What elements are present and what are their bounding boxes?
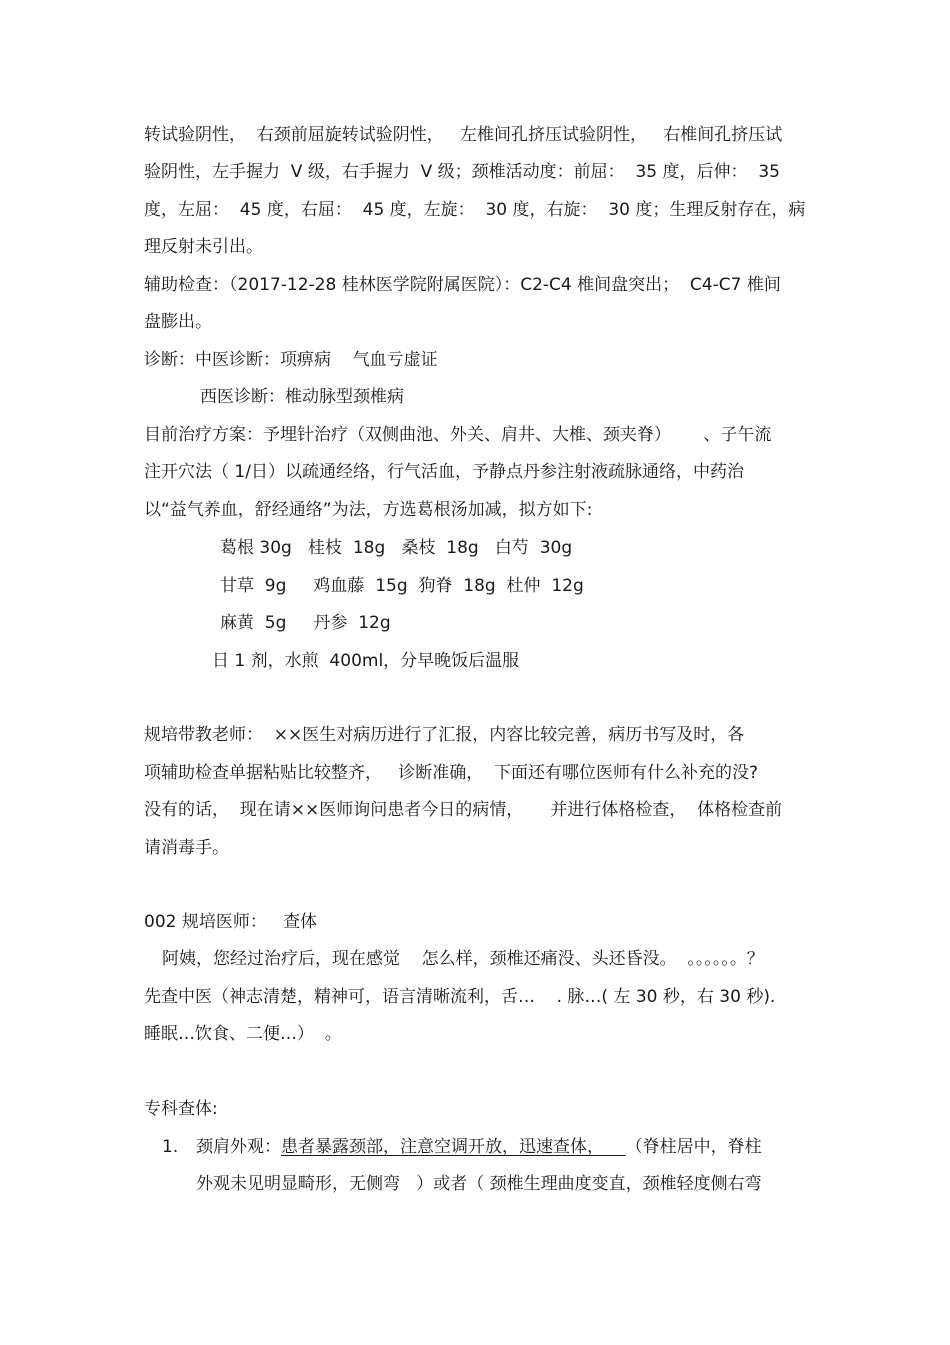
diagnosis-line: 诊断：中医诊断：项痹病 气血亏虚证	[144, 350, 438, 370]
diagnosis-line: 西医诊断：椎动脉型颈椎病	[200, 387, 404, 407]
text-line: 验阴性，左手握力 V 级，右手握力 V 级；颈椎活动度：前屈： 35 度，后伸： 35	[144, 162, 780, 182]
underlined-text: 患者暴露颈部，注意空调开放，迅速查体，	[281, 1137, 626, 1157]
list-item-continuation: 外观未见明显畸形，无侧弯 ）或者（ 颈椎生理曲度变直，颈椎轻度侧右弯	[196, 1174, 762, 1194]
list-item-text: （脊柱居中，脊柱	[625, 1137, 762, 1157]
section-heading: 专科查体:	[144, 1099, 218, 1119]
text-line: 阿姨，您经过治疗后，现在感觉 怎么样，颈椎还痛没、头还昏没。 。。。。。。？	[162, 949, 764, 969]
prescription-line: 甘草 9g 鸡血藤 15g 狗脊 18g 杜仲 12g	[220, 576, 584, 596]
text-line: 目前治疗方案：予埋针治疗（双侧曲池、外关、肩井、大椎、颈夹脊） 、子午流	[144, 425, 772, 445]
text-line: 没有的话， 现在请××医师询问患者今日的病情， 并进行体格检查， 体格检查前	[144, 800, 783, 820]
text-line: 规培带教老师： ××医生对病历进行了汇报，内容比较完善，病历书写及时，各	[144, 725, 745, 745]
text-line: 理反射未引出。	[144, 237, 263, 257]
list-item-label: 颈肩外观：	[196, 1137, 281, 1157]
section-heading: 002 规培医师： 查体	[144, 912, 318, 932]
text-line: 请消毒手。	[144, 838, 229, 858]
list-item	[196, 1136, 762, 1158]
prescription-line: 葛根 30g 桂枝 18g 桑枝 18g 白芍 30g	[220, 538, 573, 558]
text-line: 项辅助检查单据粘贴比较整齐， 诊断准确， 下面还有哪位医师有什么补充的没?	[144, 763, 759, 783]
text-line: 睡眠…饮食、二便…） 。	[144, 1024, 342, 1044]
text-line: 盘膨出。	[144, 312, 212, 332]
text-line: 以“益气养血，舒经通络”为法，方选葛根汤加减，拟方如下:	[144, 500, 593, 520]
prescription-line: 日 1 剂，水煎 400ml，分早晚饭后温服	[212, 651, 520, 671]
text-line: 注开穴法（ 1/日）以疏通经络，行气活血，予静点丹参注射液疏脉通络，中药治	[144, 462, 744, 482]
prescription-line: 麻黄 5g 丹参 12g	[220, 613, 391, 633]
text-line: 辅助检查：（2017-12-28 桂林医学院附属医院）：C2-C4 椎间盘突出； C4-C7 椎间	[144, 275, 781, 295]
text-line: 先查中医（神志清楚，精神可，语言清晰流利，舌… . 脉…( 左 30 秒，右 30 秒).	[144, 987, 776, 1007]
text-line: 转试验阴性， 右颈前屈旋转试验阴性， 左椎间孔挤压试验阴性， 右椎间孔挤压试	[144, 125, 783, 145]
text-line: 度，左屈： 45 度，右屈： 45 度，左旋： 30 度，右旋： 30 度；生理反射存在，病	[144, 200, 806, 220]
list-number: 1.	[162, 1137, 179, 1157]
